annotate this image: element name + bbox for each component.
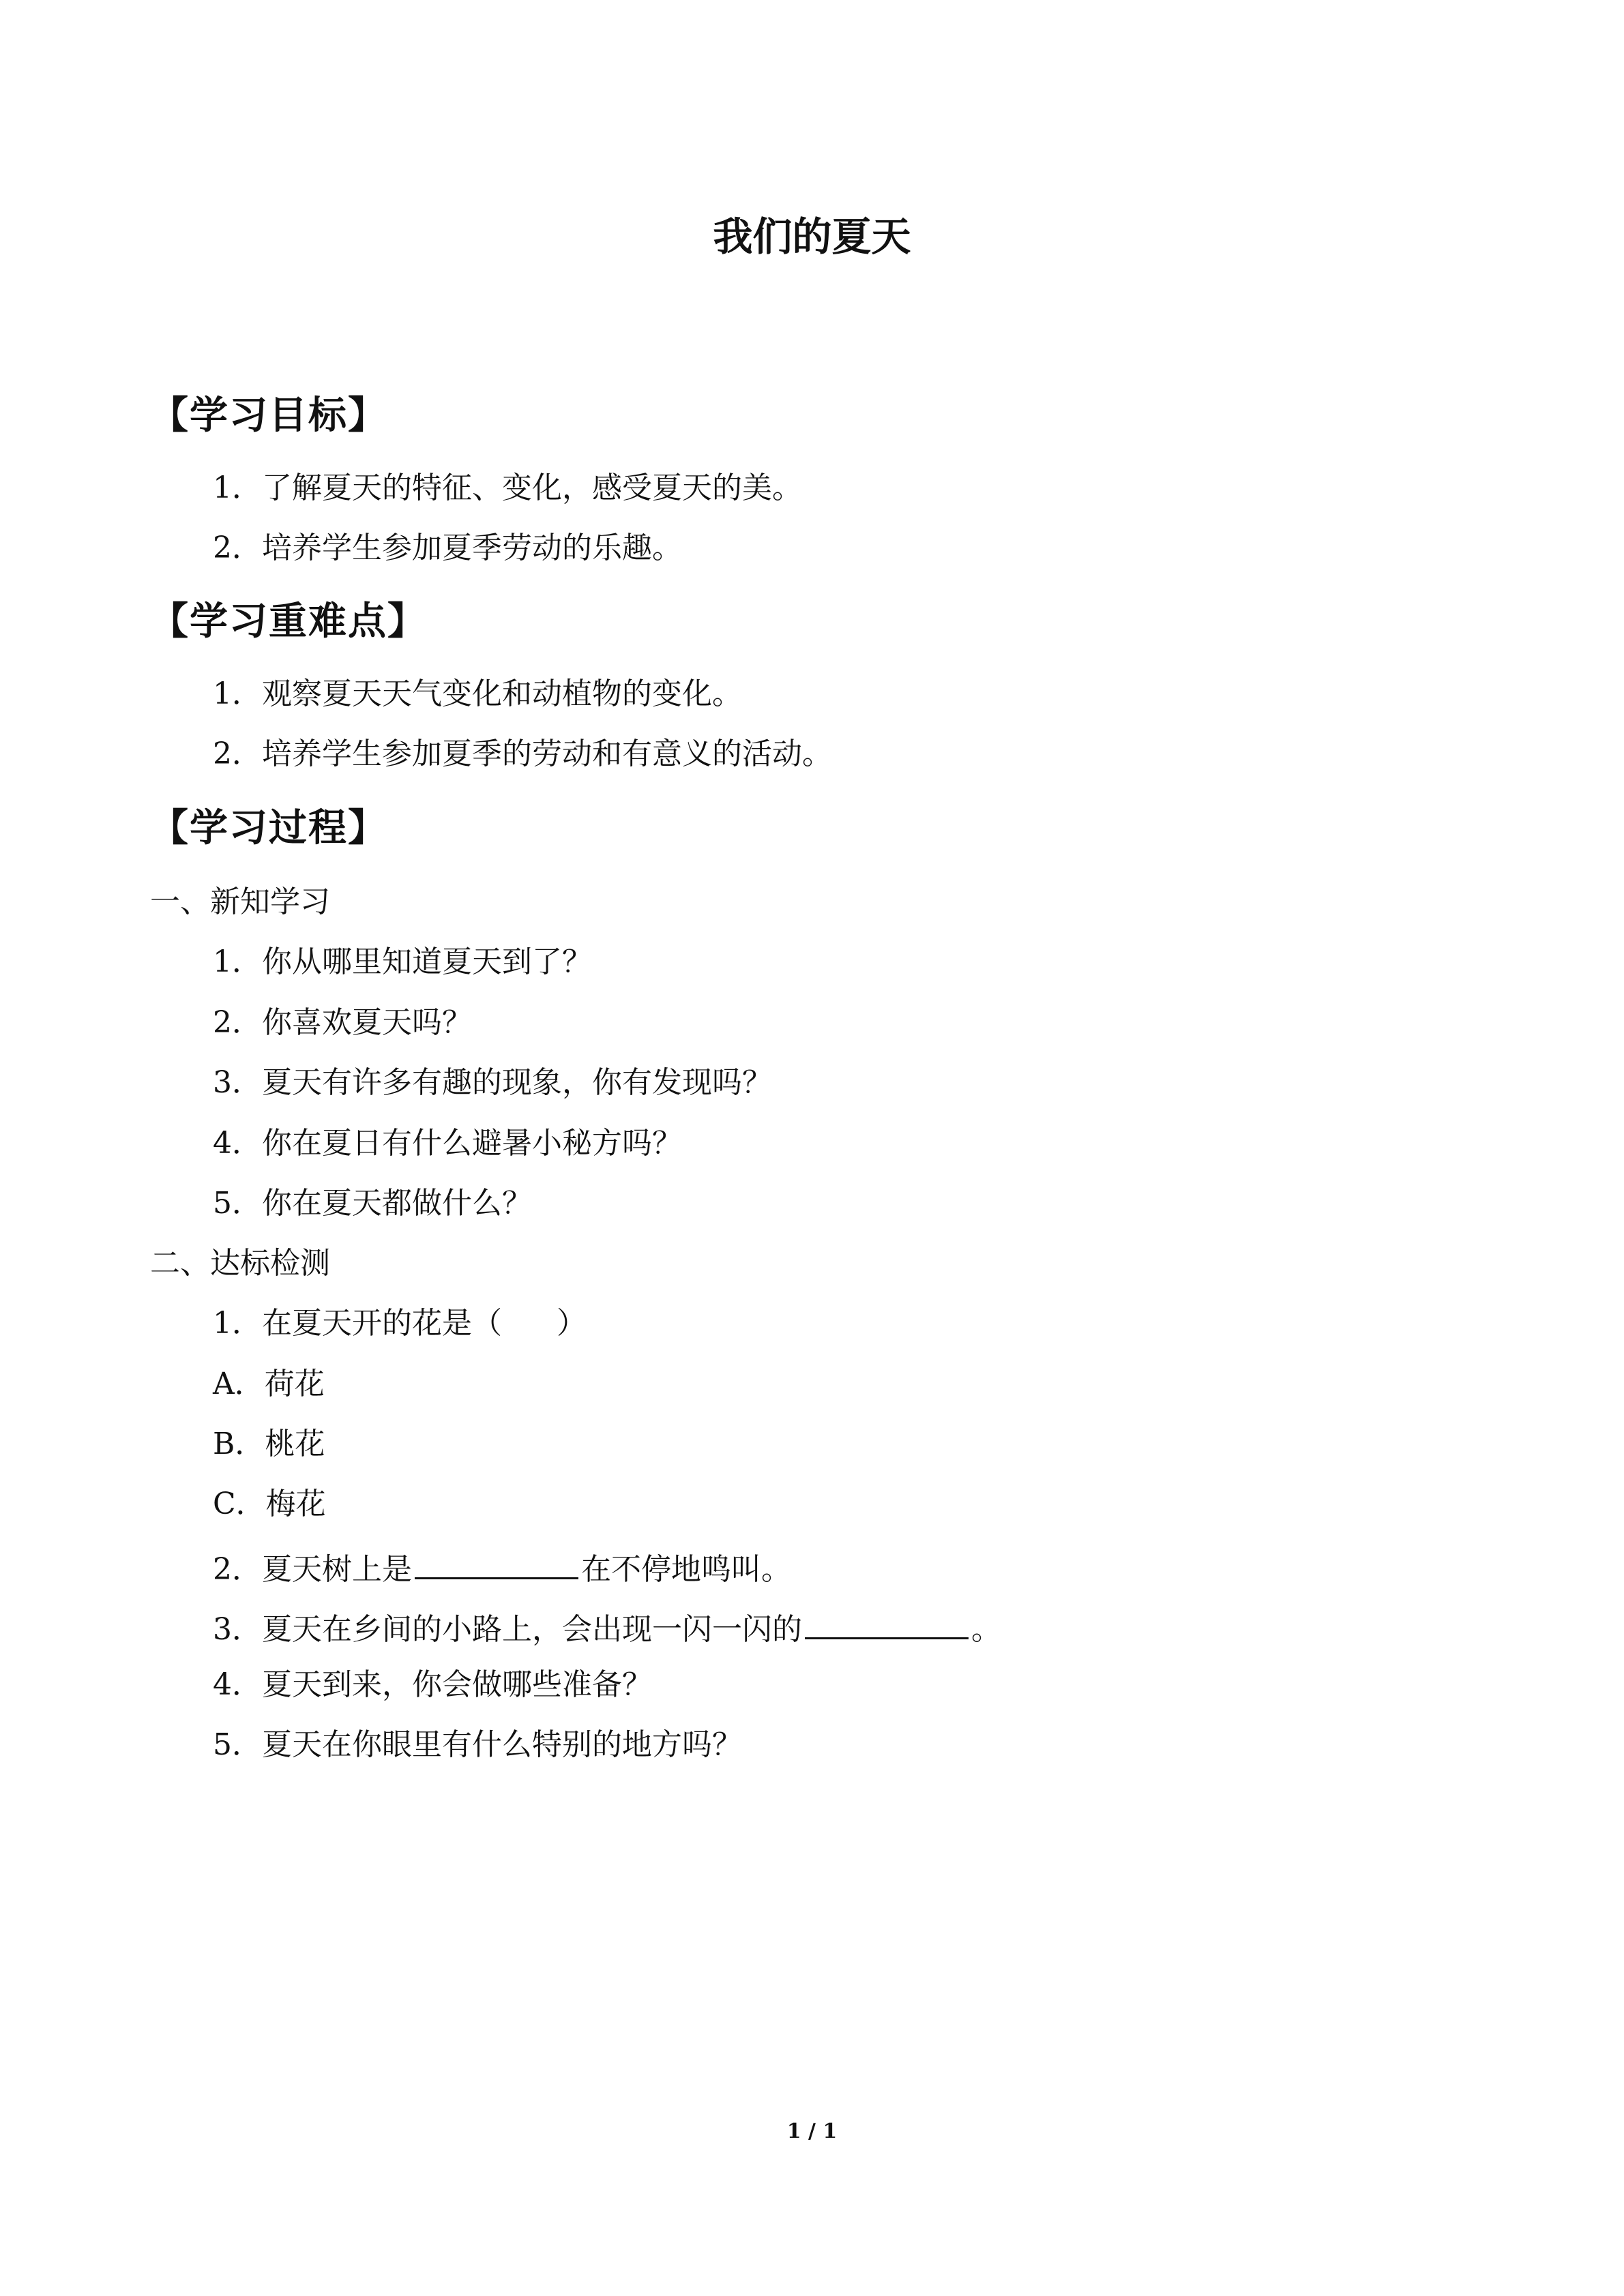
- question-item: 3．夏天有许多有趣的现象，你有发现吗？: [213, 1065, 772, 1100]
- choice-option-a: A．荷花: [213, 1367, 325, 1401]
- fill-in-blank[interactable]: [805, 1607, 969, 1639]
- assessment-question-4: 4．夏天到来，你会做哪些准备？: [213, 1667, 652, 1702]
- section-heading-key-points: 【学习重难点】: [150, 599, 427, 644]
- section-heading-goals: 【学习目标】: [150, 393, 387, 438]
- choice-option-b: B．桃花: [213, 1427, 325, 1461]
- question-item: 1．你从哪里知道夏天到了？: [213, 944, 592, 979]
- key-point-item: 2．培养学生参加夏季的劳动和有意义的活动。: [213, 736, 832, 771]
- part-label-new-knowledge: 一、新知学习: [150, 884, 330, 919]
- fill-in-blank[interactable]: [415, 1547, 578, 1579]
- choice-option-c: C．梅花: [213, 1487, 326, 1521]
- section-heading-process: 【学习过程】: [150, 806, 387, 850]
- key-point-item: 1．观察夏天天气变化和动植物的变化。: [213, 676, 742, 711]
- part-label-assessment: 二、达标检测: [150, 1246, 330, 1281]
- assessment-question-1: 1．在夏天开的花是（ ）: [213, 1306, 587, 1341]
- assessment-question-3: 3．夏天在乡间的小路上，会出现一闪一闪的 。: [213, 1607, 1001, 1648]
- question-item: 4．你在夏日有什么避暑小秘方吗？: [213, 1126, 682, 1161]
- question-item: 5．你在夏天都做什么？: [213, 1186, 532, 1221]
- goal-item: 2．培养学生参加夏季劳动的乐趣。: [213, 531, 682, 565]
- assessment-question-2: 2．夏天树上是 在不停地鸣叫。: [213, 1547, 791, 1588]
- assessment-question-5: 5．夏天在你眼里有什么特别的地方吗？: [213, 1727, 742, 1762]
- question-item: 2．你喜欢夏天吗？: [213, 1005, 472, 1040]
- page-number: 1 / 1: [786, 2119, 838, 2143]
- goal-item: 1．了解夏天的特征、变化，感受夏天的美。: [213, 471, 802, 505]
- page-title: 我们的夏天: [713, 213, 911, 260]
